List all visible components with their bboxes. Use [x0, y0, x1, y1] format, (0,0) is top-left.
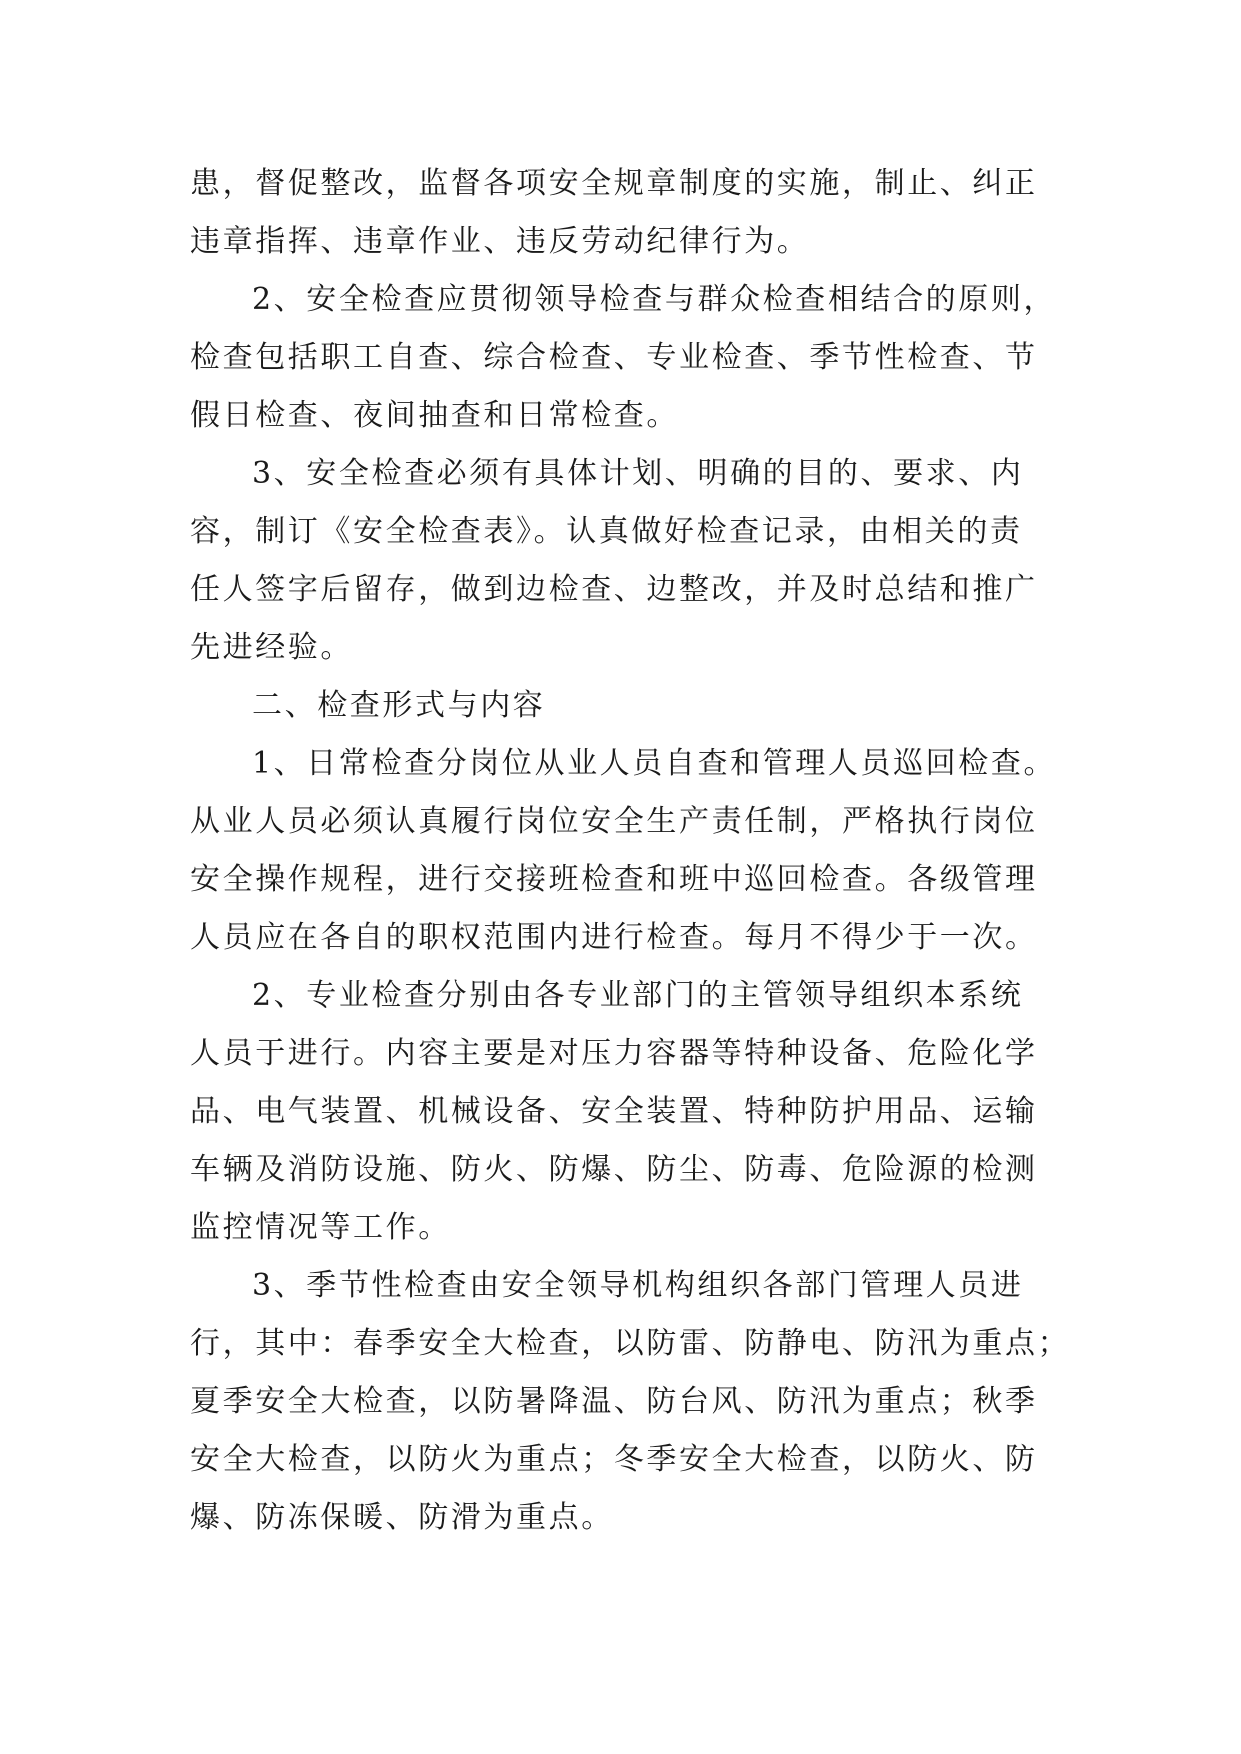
text-line: 监控情况等工作。 [190, 1210, 451, 1245]
document-body [190, 155, 1071, 1547]
text-line: 人员应在各自的职权范围内进行检查。每月不得少于一次。 [190, 920, 1038, 955]
text-line: 患，督促整改，监督各项安全规章制度的实施，制止、纠正 [190, 166, 1038, 201]
text-line: 假日检查、夜间抽查和日常检查。 [190, 398, 679, 433]
text-line: 爆、防冻保暖、防滑为重点。 [190, 1500, 614, 1535]
text-line: 任人签字后留存，做到边检查、边整改，并及时总结和推广 [190, 572, 1038, 607]
text-line: 安全大检查，以防火为重点；冬季安全大检查，以防火、防 [190, 1442, 1038, 1477]
text-line: 1、日常检查分岗位从业人员自查和管理人员巡回检查。 [252, 746, 1057, 781]
text-line: 2、专业检查分别由各专业部门的主管领导组织本系统 [252, 978, 1024, 1013]
text-line: 安全操作规程，进行交接班检查和班中巡回检查。各级管理 [190, 862, 1038, 897]
text-line: 行，其中：春季安全大检查，以防雷、防静电、防汛为重点； [190, 1326, 1071, 1361]
text-line: 人员于进行。内容主要是对压力容器等特种设备、危险化学 [190, 1036, 1038, 1071]
text-line: 检查包括职工自查、综合检查、专业检查、季节性检查、节 [190, 340, 1038, 375]
text-line: 违章指挥、违章作业、违反劳动纪律行为。 [190, 224, 810, 259]
text-line: 品、电气装置、机械设备、安全装置、特种防护用品、运输 [190, 1094, 1038, 1129]
text-line: 容，制订《安全检查表》。认真做好检查记录，由相关的责 [190, 514, 1023, 549]
text-line: 3、安全检查必须有具体计划、明确的目的、要求、内 [252, 456, 1024, 491]
text-line: 从业人员必须认真履行岗位安全生产责任制，严格执行岗位 [190, 804, 1038, 839]
text-line: 夏季安全大检查，以防暑降温、防台风、防汛为重点；秋季 [190, 1384, 1038, 1419]
section-heading: 二、检查形式与内容 [252, 688, 546, 723]
text-line: 3、季节性检查由安全领导机构组织各部门管理人员进 [252, 1268, 1024, 1303]
text-line: 先进经验。 [190, 630, 353, 665]
text-line: 2、安全检查应贯彻领导检查与群众检查相结合的原则， [252, 282, 1057, 317]
text-line: 车辆及消防设施、防火、防爆、防尘、防毒、危险源的检测 [190, 1152, 1038, 1187]
